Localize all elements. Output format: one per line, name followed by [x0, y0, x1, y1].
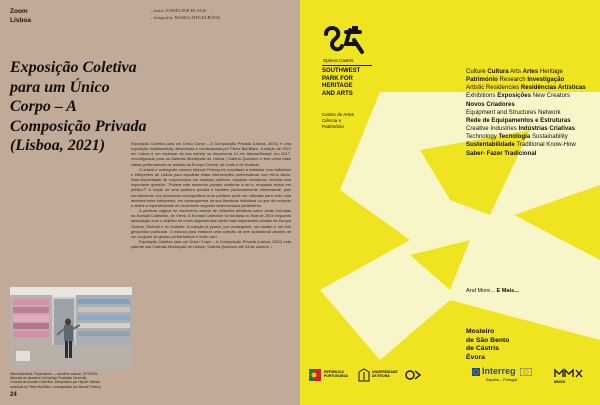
centro-line: Centro de Artes: [322, 112, 354, 117]
article-photo: [10, 287, 132, 370]
mmxxi-label: MMXXI: [554, 380, 566, 384]
article-body: [131, 141, 291, 249]
eu-flag-small-icon: [520, 368, 532, 376]
keyword: Exhibitions: [466, 92, 496, 100]
mosteiro-line: de São Bento: [466, 336, 510, 344]
park-line: PARK FOR: [322, 75, 353, 82]
keyword: Heritage: [539, 68, 563, 75]
keyword-list: [466, 68, 586, 158]
and-more-text: And More...: [466, 288, 495, 294]
keyword: Arts: [510, 68, 521, 75]
credits: [150, 8, 221, 21]
keyword: Network: [538, 108, 561, 116]
universidade-emblem-icon: [358, 368, 370, 382]
keyword: Residências Artísticas: [520, 84, 586, 92]
and-more-label: [466, 288, 519, 294]
keyword: Sustainability: [531, 133, 568, 141]
keyword: Cultura: [487, 68, 509, 75]
mosteiro-title: [466, 328, 509, 362]
section-lisboa: Lisboa: [10, 16, 31, 24]
eu-flag-icon: [472, 368, 480, 376]
keyword: Traditional: [516, 141, 545, 149]
keyword: Artes: [522, 68, 539, 75]
paragraph: O artista e coreógrafo romeno Manuel Pelmuş foi convidado a trabalhar com bailarinos e intérpretes de Lisboa para espoletar estas intervenções performativas num ritmo diário. Esta implantação de corpo/corpos em espaços públicos, espaços mundanos, levanta uma importante questão: "Poderá este momento privado continuar a sê-lo, enquanto existir em público?" A noção de uma partitura privada é também particularmente interessante, pois normalmente nos processos coreográficos uma partitura pode ser utilizada para criar uma abertura entre intérpretes, em consequência da sua liberdade individual ou que diz respeito a definir a especificidade do movimento segundo determinados parâmetros.: [131, 166, 291, 208]
keyword: Tradicional: [504, 149, 537, 157]
keyword: Saber- Fazer: [466, 149, 503, 157]
mosteiro-line: Évora: [466, 353, 485, 361]
centro-line: Património: [322, 123, 344, 129]
park-line: SOUTHWEST: [322, 68, 361, 74]
keyword: Novos Criadores: [466, 100, 515, 108]
keyword: Creative Industries: [466, 125, 517, 133]
keyword: Tecnologia: [498, 133, 531, 141]
centro-label: [322, 112, 354, 129]
republica-label: [324, 370, 348, 378]
caption-line: curadoria de Pierre Bal-Blanc, coreografado por Manuel Pelmuş.: [10, 384, 102, 389]
logo-divider: [322, 65, 372, 66]
program-logo-icon: [405, 369, 421, 381]
keyword: Know-How: [546, 141, 576, 149]
centro-line: Ciência e: [322, 117, 342, 123]
logo-label: Sphera Castris: [323, 58, 354, 63]
keyword: Investigação: [527, 76, 565, 84]
interreg-logo: Interreg: [482, 366, 516, 376]
universidade-line: UNIVERSIDADE: [372, 370, 398, 374]
keyword: Creators: [546, 92, 571, 100]
keyword: Culture: [466, 68, 486, 75]
republica-line: REPÚBLICA: [324, 370, 344, 374]
keyword: Indústrias Criativas: [518, 125, 576, 133]
e-mais-text: E Mais...: [496, 288, 519, 294]
section-label: [10, 8, 31, 25]
interreg-subtitle: España – Portugal: [486, 378, 518, 382]
republica-emblem-icon: [308, 368, 322, 382]
caption-line: Milan Adamčiak, Paperciendo — concêrto musical, 1970/1991.: [10, 372, 99, 376]
keyword: Sustentabilidade: [466, 141, 515, 149]
sponsor-logos: [300, 364, 600, 394]
universidade-line: DE ÉVORA: [372, 374, 390, 378]
mosteiro-line: Mosteiro: [466, 328, 495, 335]
universidade-label: [372, 370, 398, 378]
paragraph: Exposição Coletiva para um Único Corpo – A Composição Privada (Lisboa, 2021) está patente nas Galerias Municipais de Lisboa | Galeria Quadrum até 24 de outubro. /: [131, 238, 291, 250]
keyword: Research: [499, 76, 526, 84]
supermarket-photo: [10, 287, 132, 370]
caption-line: Mercado do abastece Lidl (antigo Fundação Generali).: [10, 376, 88, 381]
paragraph: A partitura original de movimento advém de reflexões artísticas sobre obras incluídas na Kontakt Collection, de Viena. A Kontakt Collection foi fundada no final de 2004 enquanto associação com o objetivo de reunir algumas das obras mais importantes criadas na Europa Central, Oriental e do Sudeste. A coleção já possui, por conseguinte, um caráter e um tom geopolítico particular. O esforço para elaborar uma coleção de arte substancial através de um conjunto de gestos performativos é muito raro.: [131, 208, 291, 239]
park-line: AND ARTS: [322, 90, 353, 97]
keyword: Artistic Residencies: [466, 84, 520, 92]
keyword: Exposições: [497, 92, 532, 100]
caption-line: Cortesia da Kontakt Collection. Interpretado por Hayder Wahab,: [10, 380, 101, 385]
photo-caption: [10, 372, 128, 389]
right-page: [300, 0, 600, 405]
park-title: [322, 68, 360, 98]
park-line: HERITAGE: [322, 83, 353, 90]
sphera-castris-logo-icon: [322, 24, 366, 56]
republica-line: PORTUGUESA: [324, 374, 348, 378]
page-number: 24: [10, 392, 17, 398]
paragraph: Exposição Coletiva para um Único Corpo – A Composição Privada (Lisboa, 2021) é uma exposição multifacetada, desenhada e comissariada por Pierre Bal-Blanc. A edição de 2021 em Lisboa é um repensar da sua estreia na documenta 14 em Atenas/Kassel, em 2017, reconfigurada para as Galerias Municipais de Lisboa | Galeria Quadrum e tem como base várias performances de artistas da Europa Central, de Leste e do Sudeste.: [131, 141, 291, 167]
article-headline: Exposição Coletiva para um Único Corpo – A Composição Privada (Lisboa, 2021): [10, 59, 147, 155]
keyword: Património: [466, 76, 498, 84]
keyword: e Estruturas: [535, 116, 571, 124]
credit-photo: – fotografia: MARIA ZIEGELBÖCK: [150, 14, 221, 20]
section-zoom: Zoom: [10, 8, 28, 15]
mosteiro-line: de Cástris: [466, 345, 499, 352]
keyword: Equipment and Structures: [466, 108, 537, 116]
mmxxi-logo-icon: [554, 368, 584, 378]
keyword: New: [532, 92, 545, 100]
keyword: Technology: [466, 133, 497, 141]
keyword: Rede de Equipamentos: [466, 116, 534, 124]
credit-text: – texto: JOSSELINE BLACK: [150, 8, 207, 13]
